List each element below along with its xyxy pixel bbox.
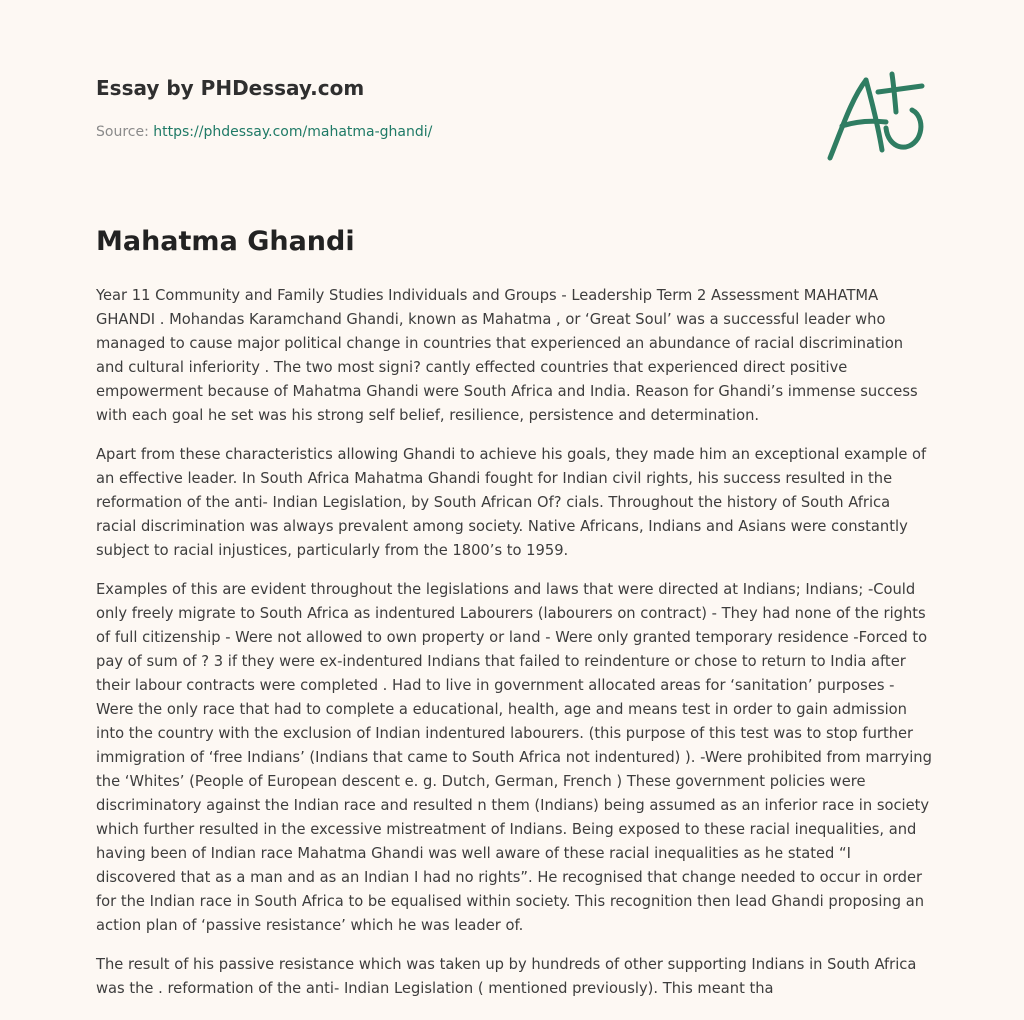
- essay-paragraph: Year 11 Community and Family Studies Individuals and Groups - Leadership Term 2 Assessment MAHATMA GHANDI . Mohandas Karamchand Ghandi, known as Mahatma , or ‘Great Soul’ was a successful leader who managed to cause major political change in countries that experienced an abundance of racial discrimination and cultural inferiority . The two most signi? cantly effected countries that experienced direct positive empowerment because of Mahatma Ghandi were South Africa and India. Reason for Ghandi’s immense success with each goal he set was his strong self belief, resilience, persistence and determination.: [96, 287, 918, 424]
- essay-paragraph: The result of his passive resistance which was taken up by hundreds of other supporting Indians in South Africa was the . reformation of the anti- Indian Legislation ( mentioned previously). This meant tha: [96, 956, 917, 997]
- essay-paragraph: Examples of this are evident throughout the legislations and laws that were directed at Indians; Indians; -Could only freely migrate to South Africa as indentured Labourers (labourers on contract) - They had none of the rights of full citizenship - Were not allowed to own property or land - Were only granted temporary residence -Forced to pay of sum of ? 3 if they were ex-indentured Indians that failed to reindenture or chose to return to India after their labour contracts were completed . Had to live in government allocated areas for ‘sanitation’ purposes - Were the only race that had to complete a educational, health, age and means test in order to gain admission into the country with the exclusion of Indian indentured labourers. (this purpose of this test was to stop further immigration of ‘free Indians’ (Indians that came to South Africa not indentured) ). -Were prohibited from marrying the ‘Whites’ (People of European descent e. g. Dutch, German, French ) These government policies were discriminatory against the Indian race and resulted n them (Indians) being assumed as an inferior race in society which further resulted in the excessive mistreatment of Indians. Being exposed to these racial inequalities, and having been of Indian race Mahatma Ghandi was well aware of these racial inequalities as he stated “I discovered that as a man and as an Indian I had no rights”. He recognised that change needed to occur in order for the Indian race in South Africa to be equalised within society. This recognition then lead Ghandi proposing an action plan of ‘passive resistance’ which he was leader of.: [96, 581, 932, 934]
- a-plus-logo: [824, 68, 928, 164]
- essay-paragraph: Apart from these characteristics allowing Ghandi to achieve his goals, they made him an exceptional example of an effective leader. In South Africa Mahatma Ghandi fought for Indian civil rights, his success resulted in the reformation of the anti- Indian Legislation, by South African Of? cials. Throughout the history of South Africa racial discrimination was always prevalent among society. Native Africans, Indians and Asians were constantly subject to racial injustices, particularly from the 1800’s to 1959.: [96, 446, 927, 559]
- source-label: Source:: [96, 124, 154, 140]
- essay-body: [96, 284, 932, 1016]
- site-title: Essay by PHDessay.com: [96, 76, 365, 100]
- source-line: [96, 124, 432, 140]
- essay-header: [96, 74, 916, 174]
- essay-title: Mahatma Ghandi: [96, 226, 355, 257]
- source-link[interactable]: https://phdessay.com/mahatma-ghandi/: [153, 124, 433, 140]
